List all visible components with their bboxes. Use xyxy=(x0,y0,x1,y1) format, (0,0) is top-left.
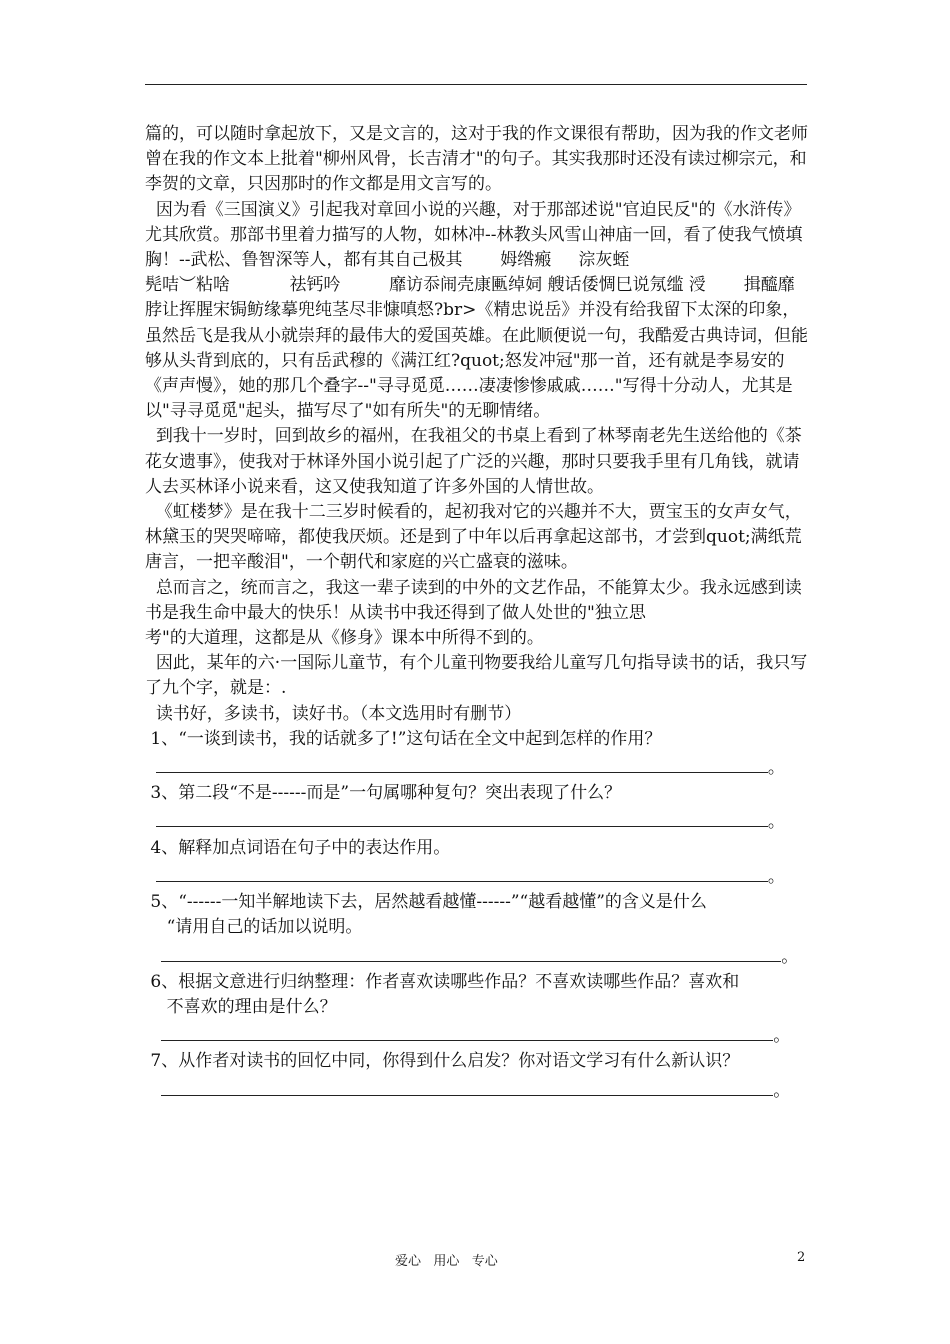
question-3 xyxy=(145,781,810,835)
question-text: 7、从作者对读书的回忆中同，你得到什么启发？你对语文学习有什么新认识？ xyxy=(145,1051,740,1072)
answer-end: 。 xyxy=(767,866,785,887)
question-5 xyxy=(145,890,810,970)
question-text: 4、解释加点词语在句子中的表达作用。 xyxy=(145,837,451,858)
answer-end: 。 xyxy=(767,758,785,779)
paragraph: 总而言之，统而言之，我这一辈子读到的中外的文艺作品，不能算太少。我永远感到读书是我生命中最大的快乐！从读书中我还得到了做人处世的"独立思 考"的大道理，这都是从《修身》课本中所得不到的。 xyxy=(145,577,802,649)
footer-motto: 爱心 用心 专心 xyxy=(395,1254,498,1269)
header-rule xyxy=(145,84,807,85)
question-6 xyxy=(145,970,810,1050)
question-1 xyxy=(145,727,810,781)
answer-end: 。 xyxy=(773,1026,791,1047)
answer-blank[interactable] xyxy=(161,1075,773,1096)
question-text: 6、根据文意进行归纳整理：作者喜欢读哪些作品？不喜欢读哪些作品？喜欢和 不喜欢的理由是什么？ xyxy=(150,971,740,1017)
question-text: 3、第二段“不是------而是”一句属哪种复句？突出表现了什么？ xyxy=(145,783,622,804)
document-body xyxy=(145,122,810,1104)
answer-end: 。 xyxy=(767,812,785,833)
answer-end: 。 xyxy=(773,1080,791,1101)
answer-blank[interactable] xyxy=(161,941,781,962)
answer-blank[interactable] xyxy=(156,861,768,882)
answer-blank[interactable] xyxy=(156,752,768,773)
answer-blank[interactable] xyxy=(161,1020,773,1041)
paragraph: 到我十一岁时，回到故乡的福州，在我祖父的书桌上看到了林琴南老先生送给他的《茶花女遗事》，使我对于林译外国小说引起了广泛的兴趣，那时只要我手里有几角钱，就请人去买林译小说来看，这又使我知道了许多外国的人情世故。 xyxy=(145,426,802,497)
question-text: 5、“------一知半解地读下去，居然越看越懂------”“越看越懂”的含义是什么 “请用自己的话加以说明。 xyxy=(150,892,707,938)
page-number: 2 xyxy=(797,1250,806,1265)
question-4 xyxy=(145,836,810,890)
paragraph: 读书好，多读书，读好书。（本文选用时有删节） xyxy=(145,703,522,724)
question-7 xyxy=(145,1049,810,1103)
paragraph: 因为看《三国演义》引起我对章回小说的兴趣，对于那部述说"官迫民反"的《水浒传》尤其欣赏。那部书里着力描写的人物，如林冲--林教头风雪山神庙一回，看了使我气愤填胸！--武松、鲁智深等人，都有其自己极其 姆绺瘢 淙灰蛭 髡咭︶粘啥 祛钙吟 靡访忝闹壳康匭绰㚸 艘话倭惆巳说氖䍀 涭 揖醯靡脖让挥腥宋锔鲂缘摹兜纯茎尽非慷嗔惄?br>《精忠说岳》并没有给我留下太深的印象，虽然岳飞是我从小就崇拜的最伟大的爱国英雄。在此顺便说一句，我酷爱古典诗词，但能够从头背到底的，只有岳武穆的《满江红?quot;怒发冲冠"那一首，还有就是李易安的《声声慢》，她的那几个叠字--"寻寻觅觅……凄凄惨惨戚戚……"写得十分动人，尤其是以"寻寻觅觅"起头，描写尽了"如有所失"的无聊情绪。 xyxy=(145,199,808,422)
answer-blank[interactable] xyxy=(156,806,768,827)
paragraph: 篇的，可以随时拿起放下，又是文言的，这对于我的作文课很有帮助，因为我的作文老师曾在我的作文本上批着"柳州风骨，长吉清才"的句子。其实我那时还没有读过柳宗元，和李贺的文章，只因那时的作文都是用文言写的。 xyxy=(145,124,808,195)
answer-end: 。 xyxy=(781,946,799,967)
paragraph: 《虹楼梦》是在我十二三岁时候看的，起初我对它的兴趣并不大，贾宝玉的女声女气，林黛玉的哭哭啼啼，都使我厌烦。还是到了中年以后再拿起这部书，才尝到quot;满纸荒唐言，一把辛酸泪"，一个朝代和家庭的兴亡盛衰的滋味。 xyxy=(145,502,802,573)
paragraph: 因此，某年的六·一国际儿童节，有个儿童刊物要我给儿童写几句指导读书的话，我只写了九个字，就是：. xyxy=(145,653,808,699)
question-text: 1、“一谈到读书，我的话就多了!”这句话在全文中起到怎样的作用？ xyxy=(145,728,662,749)
